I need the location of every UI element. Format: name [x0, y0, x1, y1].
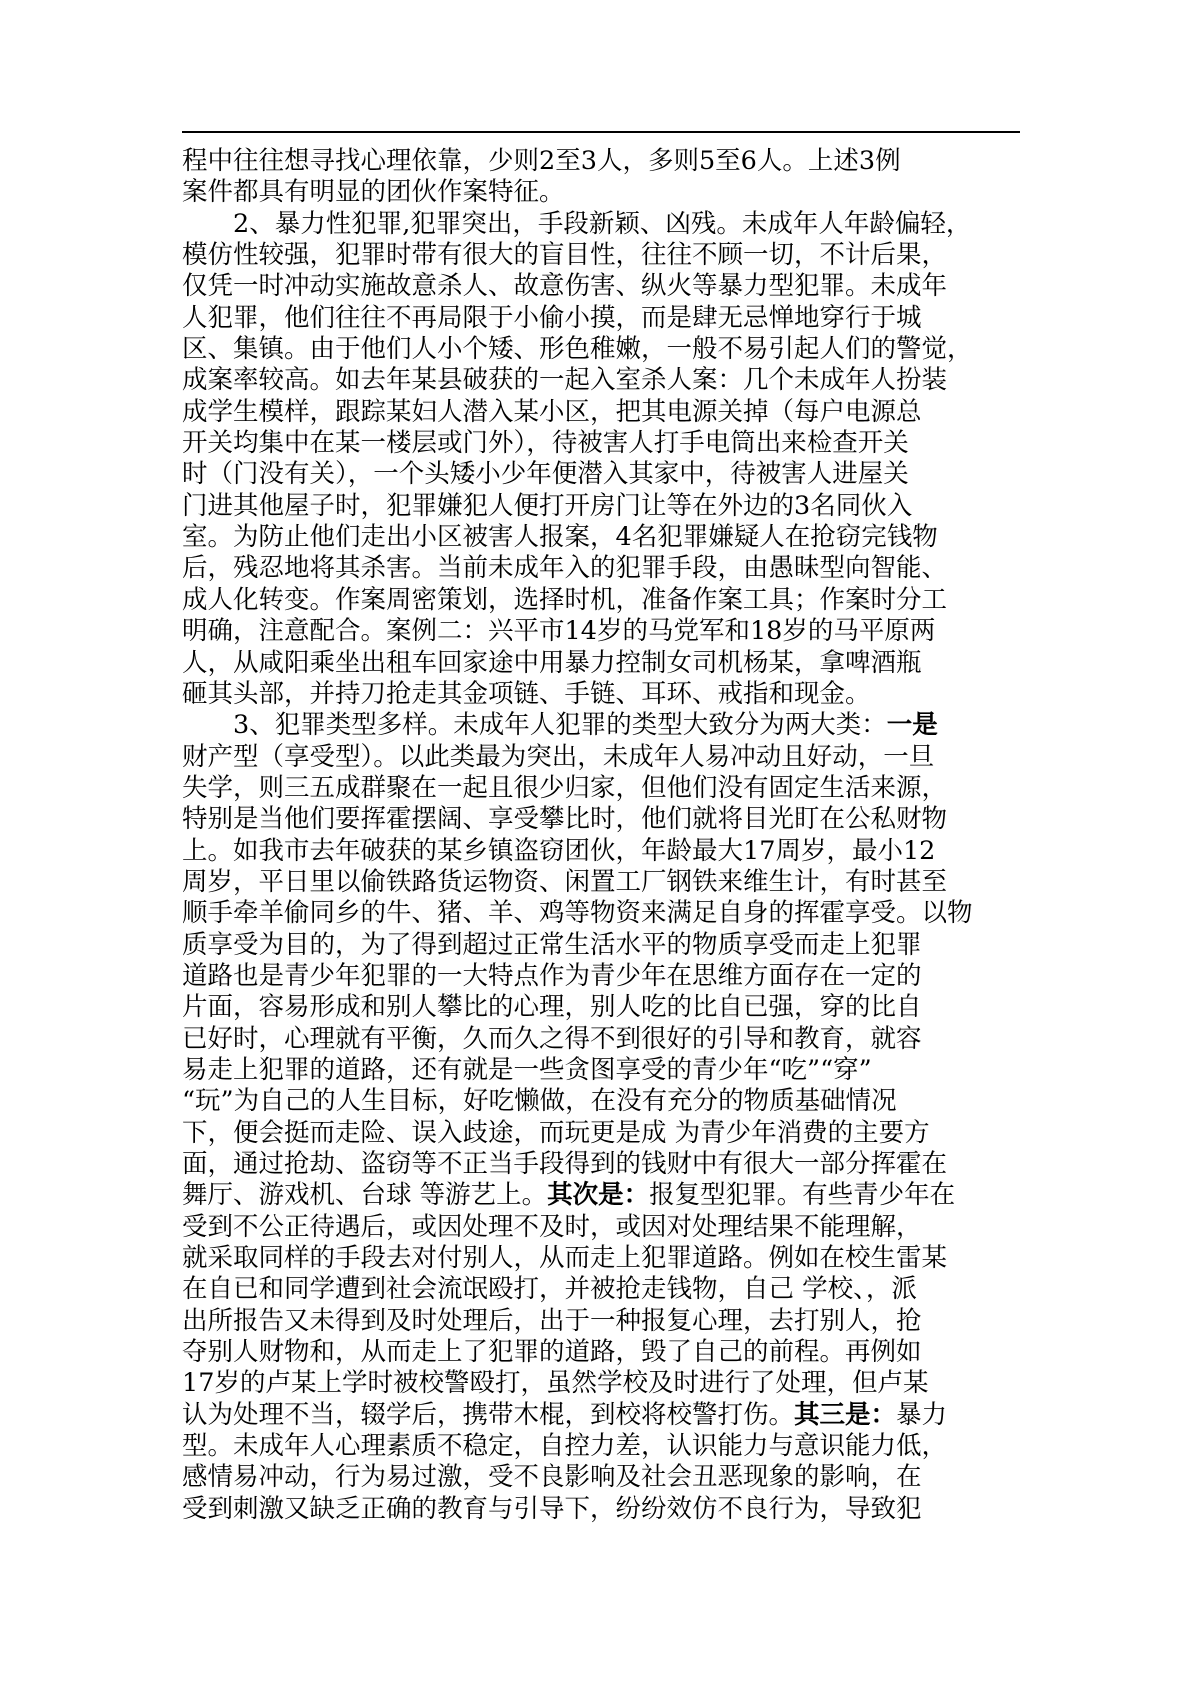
line-text: 成人化转变。作案周密策划，选择时机，准备作案工具；作案时分工 — [182, 584, 948, 615]
bold-lead: 其次是： — [547, 1180, 650, 1211]
line-text: 砸其头部，并持刀抢走其金项链、手链、耳环、戒指和现金。 — [182, 678, 871, 709]
line-text: 在自已和同学遭到社会流氓殴打，并被抢走钱物，自己 学校、，派 — [182, 1274, 917, 1305]
line-text: 受到不公正待遇后，或因处理不及时，或因对处理结果不能理解， — [182, 1211, 922, 1242]
text-line — [182, 1494, 1022, 1525]
line-text: 失学，则三五成群聚在一起且很少归家，但他们没有固定生活来源， — [182, 772, 948, 803]
line-text: 质享受为目的，为了得到超过正常生活水平的物质享受而走上犯罪 — [182, 929, 922, 960]
text-line — [182, 177, 1022, 208]
text-line — [182, 1306, 1022, 1337]
text-line — [182, 1431, 1022, 1462]
line-text: 夺别人财物和，从而走上了犯罪的道路，毁了自己的前程。再例如 — [182, 1337, 922, 1368]
text-line — [182, 742, 1022, 773]
text-line — [182, 491, 1022, 522]
text-line — [182, 930, 1022, 961]
line-text: “玩”为自己的人生目标，好吃懒做，在没有充分的物质基础情况 — [182, 1086, 897, 1117]
text-line — [182, 1024, 1022, 1055]
line-text: 室。为防止他们走出小区被害人报案，4名犯罪嫌疑人在抢窃完钱物 — [182, 522, 938, 553]
line-text: 仅凭一时冲动实施故意杀人、故意伤害、纵火等暴力型犯罪。未成年 — [182, 271, 948, 302]
text-line — [182, 679, 1022, 710]
text-line — [182, 1243, 1022, 1274]
line-text: 开关均集中在某一楼层或门外），待被害人打手电筒出来检查开关 — [182, 428, 909, 459]
line-text: 案件都具有明显的团伙作案特征。 — [182, 177, 565, 208]
text-line — [182, 522, 1022, 553]
line-text: 模仿性较强，犯罪时带有很大的盲目性，往往不顾一切，不计后果， — [182, 240, 948, 271]
line-text: 下，便会挺而走险、误入歧途，而玩更是成 为青少年消费的主要方 — [182, 1117, 930, 1148]
text-line — [182, 1337, 1022, 1368]
text-line — [182, 1118, 1022, 1149]
line-text: 上。如我市去年破获的某乡镇盗窃团伙，年龄最大17周岁，最小12 — [182, 835, 936, 866]
text-line — [182, 867, 1022, 898]
line-text: 舞厅、游戏机、台球 等游艺上。 — [182, 1180, 548, 1211]
line-text: 认为处理不当，辍学后，携带木棍，到校将校警打伤。 — [182, 1399, 795, 1430]
line-text: 人，从咸阳乘坐出租车回家途中用暴力控制女司机杨某，拿啤酒瓶 — [182, 647, 922, 678]
line-text: 人犯罪，他们往往不再局限于小偷小摸，而是肆无忌惮地穿行于城 — [182, 302, 922, 333]
text-line — [182, 271, 1022, 302]
text-line — [182, 773, 1022, 804]
text-line — [182, 334, 1022, 365]
line-text-after: 暴力 — [896, 1399, 948, 1430]
line-text: 后，残忍地将其杀害。当前未成年入的犯罪手段，由愚昧型向智能、 — [182, 553, 948, 584]
text-line — [182, 648, 1022, 679]
line-text: 成案率较高。如去年某县破获的一起入室杀人案：几个未成年人扮装 — [182, 365, 948, 396]
text-line — [182, 710, 1022, 741]
line-text: 已好时，心理就有平衡，久而久之得不到很好的引导和教育，就容 — [182, 1023, 922, 1054]
line-text: 财产型（享受型）。以此类最为突出，未成年人易冲动且好动，一旦 — [182, 741, 935, 772]
line-text: 顺手牵羊偷同乡的牛、猪、羊、鸡等物资来满足自身的挥霍享受。以物 — [182, 898, 973, 929]
text-line — [182, 428, 1022, 459]
text-line — [182, 553, 1022, 584]
line-text: 特别是当他们要挥霍摆阔、享受攀比时，他们就将目光盯在公私财物 — [182, 804, 948, 835]
text-line — [182, 1462, 1022, 1493]
line-text: 门进其他屋子时，犯罪嫌犯人便打开房门让等在外边的3名同伙入 — [182, 490, 913, 521]
text-line — [182, 1212, 1022, 1243]
text-line — [182, 804, 1022, 835]
line-text: 3、犯罪类型多样。未成年人犯罪的类型大致分为两大类： — [233, 710, 887, 741]
line-text: 2、暴力性犯罪,犯罪突出，手段新颖、凶残。未成年人年龄偏轻， — [233, 208, 972, 239]
text-line — [182, 1368, 1022, 1399]
line-text: 17岁的卢某上学时被校警殴打，虽然学校及时进行了处理，但卢某 — [182, 1368, 929, 1399]
text-line — [182, 209, 1022, 240]
text-line — [182, 961, 1022, 992]
text-line — [182, 1149, 1022, 1180]
line-text: 出所报告又未得到及时处理后，出于一种报复心理，去打别人，抢 — [182, 1305, 922, 1336]
line-text: 明确，注意配合。案例二：兴平市14岁的马党军和18岁的马平原两 — [182, 616, 936, 647]
line-text-after: 报复型犯罪。有些青少年在 — [649, 1180, 956, 1211]
bold-lead: 一是 — [886, 710, 938, 741]
text-line — [182, 240, 1022, 271]
line-text: 时（门没有关），一个头矮小少年便潜入其家中，待被害人进屋关 — [182, 459, 909, 490]
text-line — [182, 836, 1022, 867]
line-text: 受到刺激又缺乏正确的教育与引导下，纷纷效仿不良行为，导致犯 — [182, 1493, 922, 1524]
text-line — [182, 303, 1022, 334]
line-text: 片面，容易形成和别人攀比的心理，别人吃的比自已强，穿的比自 — [182, 992, 922, 1023]
text-line — [182, 397, 1022, 428]
header-rule — [182, 131, 1020, 133]
body-text — [182, 146, 1022, 1525]
line-text: 型。未成年人心理素质不稳定，自控力差，认识能力与意识能力低， — [182, 1431, 948, 1462]
line-text: 面，通过抢劫、盗窃等不正当手段得到的钱财中有很大一部分挥霍在 — [182, 1149, 948, 1179]
line-text: 区、集镇。由于他们人小个矮、形色稚嫩，一般不易引起人们的警觉， — [182, 334, 973, 365]
text-line — [182, 1274, 1022, 1305]
line-text: 易走上犯罪的道路，还有就是一些贪图享受的青少年“吃”“穿” — [182, 1054, 872, 1085]
line-text: 就采取同样的手段去对付别人，从而走上犯罪道路。例如在校生雷某 — [182, 1243, 948, 1274]
text-line — [182, 459, 1022, 490]
bold-lead: 其三是： — [794, 1399, 897, 1430]
text-line — [182, 1086, 1022, 1117]
text-line — [182, 1180, 1022, 1211]
text-line — [182, 1400, 1022, 1431]
text-line — [182, 616, 1022, 647]
line-text: 道路也是青少年犯罪的一大特点作为青少年在思维方面存在一定的 — [182, 960, 922, 991]
line-text: 程中往往想寻找心理依靠，少则2至3人，多则5至6人。上述3例 — [182, 146, 901, 176]
line-text: 成学生模样，跟踪某妇人潜入某小区，把其电源关掉（每户电源总 — [182, 396, 922, 427]
line-text: 感情易冲动，行为易过激，受不良影响及社会丑恶现象的影响，在 — [182, 1462, 922, 1493]
text-line — [182, 898, 1022, 929]
text-line — [182, 365, 1022, 396]
text-line — [182, 146, 1022, 177]
line-text: 周岁，平日里以偷铁路货运物资、闲置工厂钢铁来维生计，有时甚至 — [182, 866, 948, 897]
text-line — [182, 992, 1022, 1023]
text-line — [182, 585, 1022, 616]
text-line — [182, 1055, 1022, 1086]
